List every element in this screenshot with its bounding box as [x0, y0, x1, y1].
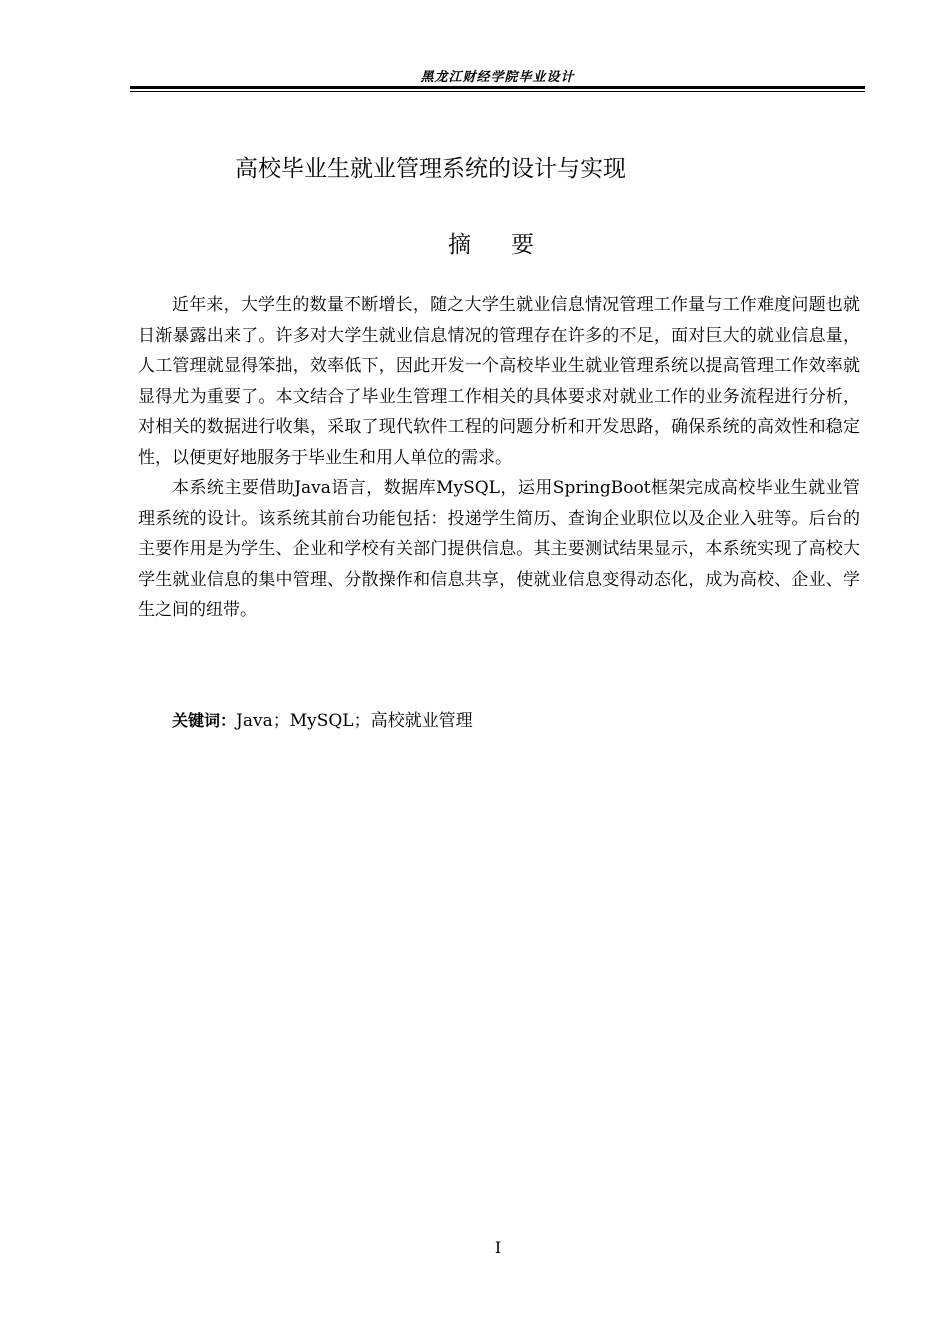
- header-rule-thick: [130, 86, 865, 89]
- keywords-label: 关键词：: [172, 711, 237, 730]
- header-rule-thin: [130, 91, 865, 92]
- abstract-paragraph-2: 本系统主要借助Java语言，数据库MySQL，运用SpringBoot框架完成高校毕业生就业管理系统的设计。该系统其前台功能包括：投递学生简历、查询企业职位以及企业入驻等。后台的主要作用是为学生、企业和学校有关部门提供信息。其主要测试结果显示，本系统实现了高校大学生就业信息的集中管理、分散操作和信息共享，使就业信息变得动态化，成为高校、企业、学生之间的纽带。: [138, 478, 860, 620]
- abstract-paragraph-1: 近年来，大学生的数量不断增长，随之大学生就业信息情况管理工作量与工作难度问题也就日渐暴露出来了。许多对大学生就业信息情况的管理存在许多的不足，面对巨大的就业信息量，人工管理就显得笨拙，效率低下，因此开发一个高校毕业生就业管理系统以提高管理工作效率就显得尤为重要了。本文结合了毕业生管理工作相关的具体要求对就业工作的业务流程进行分析，对相关的数据进行收集，采取了现代软件工程的问题分析和开发思路，确保系统的高效性和稳定性，以便更好地服务于毕业生和用人单位的需求。: [138, 295, 860, 468]
- page-number: I: [494, 1238, 502, 1257]
- abstract-heading: 摘要: [448, 232, 574, 258]
- keywords-line: [172, 706, 473, 736]
- header-rule: [130, 86, 865, 92]
- abstract-body: [138, 290, 860, 626]
- document-title: 高校毕业生就业管理系统的设计与实现: [235, 156, 626, 182]
- keywords-value: Java；MySQL；高校就业管理: [236, 711, 473, 731]
- running-header: 黑龙江财经学院毕业设计: [420, 70, 575, 85]
